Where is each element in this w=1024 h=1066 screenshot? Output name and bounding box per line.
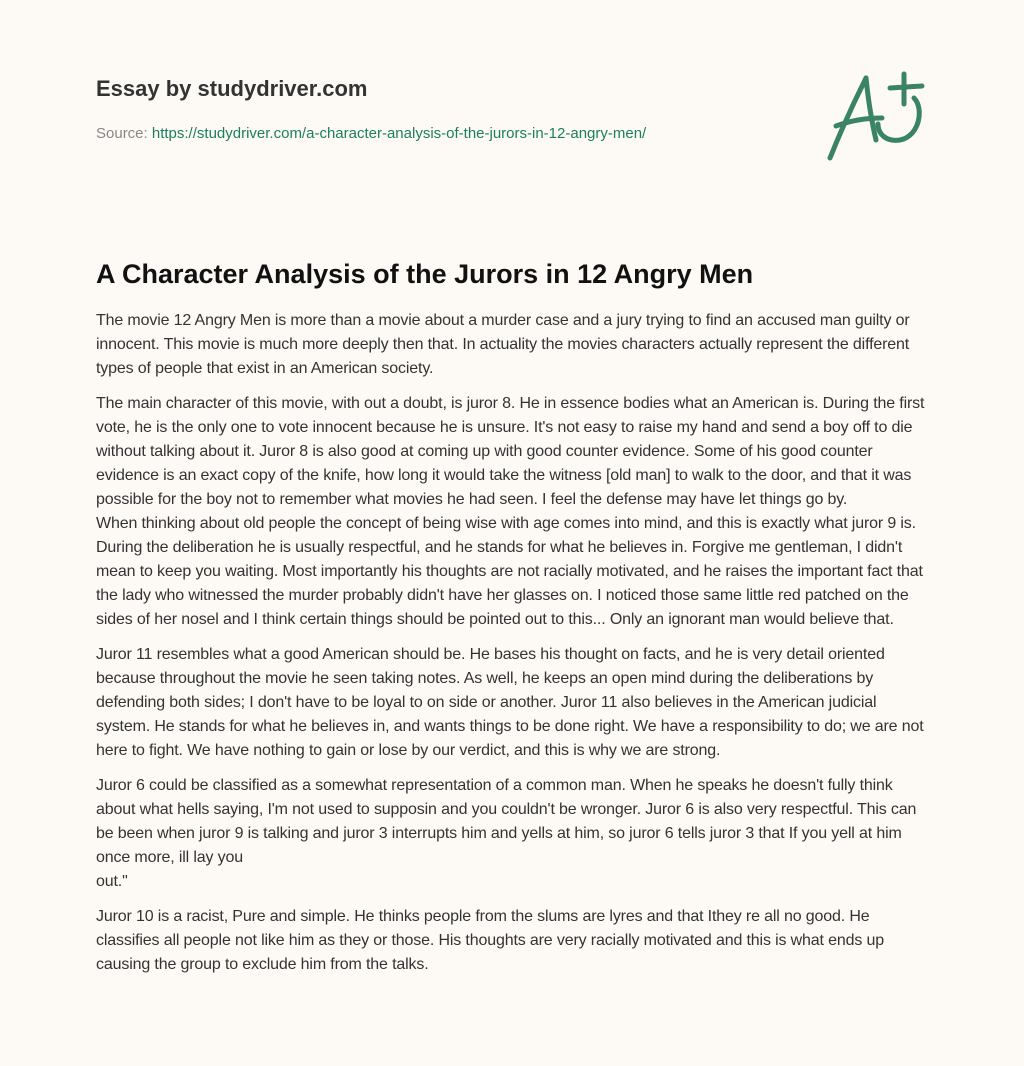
a-plus-grade-icon [822,68,932,168]
paragraph-juror-11: Juror 11 resembles what a good American should be. He bases his thought on facts, and he is very detail oriented because throughout the movie he seen taking notes. As well, he keeps an open mind during the deliberations by defending both sides; I don't have to be loyal to on side or another. Juror 11 also believes in the American judicial system. He stands for what he believes in, and wants things to be done right. We have a responsibility to do; we are not here to fight. We have nothing to gain or lose by our verdict, and this is why we are strong. [96,646,924,759]
essay-article [96,256,932,988]
article-title: A Character Analysis of the Jurors in 12 Angry Men [96,259,754,289]
paragraph-intro: The movie 12 Angry Men is more than a movie about a murder case and a jury trying to find an accused man guilty or innocent. This movie is much more deeply then that. In actuality the movies characters actually represent the different types of people that exist in an American society. [96,312,910,377]
site-title: Essay by studydriver.com [96,76,368,101]
paragraph-juror-6: Juror 6 could be classified as a somewhat representation of a common man. When he speaks he doesn't fully think about what hells saying, I'm not used to supposin and you couldn't be wronger. Juror 6 is also very respectful. This can be been when juror 9 is talking and juror 3 interrupts him and yells at him, so juror 6 tells juror 3 that If you yell at him once more, ill lay you [96,777,917,866]
paragraph-juror-10: Juror 10 is a racist, Pure and simple. He thinks people from the slums are lyres and that Ithey re all no good. He classifies all people not like him as they or those. His thoughts are very racially motivated and this is what ends up causing the group to exclude him from the talks. [96,908,885,973]
paragraph-juror-8: The main character of this movie, with out a doubt, is juror 8. He in essence bodies what an American is. During the first vote, he is the only one to vote innocent because he is unsure. It's not easy to raise my hand and send a boy off to die without talking about it. Juror 8 is also good at coming up with good counter evidence. Some of his good counter evidence is an exact copy of the knife, how long it would take the witness [old man] to walk to the door, and that it was possible for the boy not to remember what movies he had seen. I feel the defense may have let things go by. [96,395,925,508]
source-link[interactable]: https://studydriver.com/a-character-analysis-of-the-jurors-in-12-angry-men/ [151,125,647,142]
source-label: Source: [96,125,152,142]
paragraph-juror-9: When thinking about old people the concept of being wise with age comes into mind, and this is exactly what juror 9 is. During the deliberation he is usually respectful, and he stands for what he believes in. Forgive me gentleman, I didn't mean to keep you waiting. Most importantly his thoughts are not racially motivated, and he raises the important fact that the lady who witnessed the murder probably didn't have her glasses on. I noticed those same little red patched on the sides of her nosel and I think certain things should be pointed out to this... Only an ignorant man would believe that. [96,515,923,628]
paragraph-juror-6-end: out." [96,873,128,890]
source-line [96,124,796,144]
essay-header [96,74,796,144]
